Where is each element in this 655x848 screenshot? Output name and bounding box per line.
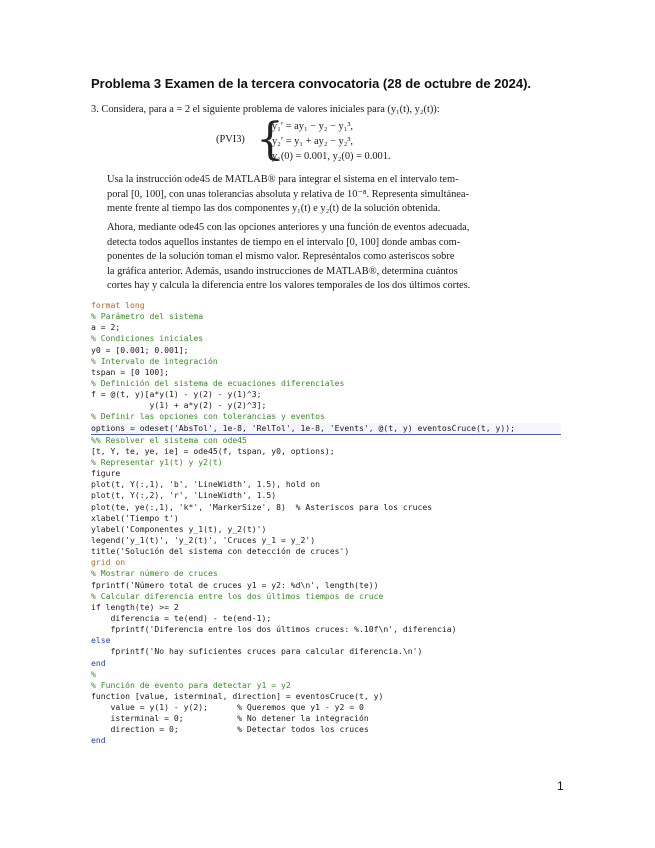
paragraph-line: la gráfica anterior. Además, usando instrucciones de MATLAB®, determina cuántos xyxy=(107,265,458,277)
code-line: plot(t, Y(:,1), 'b', 'LineWidth', 1.5), hold on xyxy=(91,479,321,490)
paragraph-line: detecta todos aquellos instantes de tiempo en el intervalo [0, 100] donde ambas com- xyxy=(107,236,461,248)
problem-statement xyxy=(91,103,523,117)
code-line: % Intervalo de integración xyxy=(91,355,218,366)
paragraph-events xyxy=(107,221,527,294)
equation-1: y₁′ = ay₁ − y₂ − y₁³, xyxy=(272,121,354,132)
paragraph-line: Usa la instrucción ode45 de MATLAB® para integrar el sistema en el intervalo tem- xyxy=(107,174,459,185)
initial-conditions: y₁(0) = 0.001, y₂(0) = 0.001. xyxy=(272,151,391,162)
problem-intro: 3. Considera, para a = 2 el siguiente problema de valores iniciales para (y₁(t), y₂(t)): xyxy=(91,104,440,115)
paragraph-line: poral [0, 100], con unas tolerancias absoluta y relativa de 10⁻⁸. Representa simultánea- xyxy=(107,188,469,200)
code-line: end xyxy=(91,657,106,668)
code-line: fprintf('No hay suficientes cruces para calcular diferencia.\n') xyxy=(91,646,423,657)
code-line: y(1) + a*y(2) - y(2)^3]; xyxy=(91,400,267,411)
code-line: % Definir las opciones con tolerancias y eventos xyxy=(91,411,325,422)
code-line: end xyxy=(91,735,106,746)
paragraph-line: Ahora, mediante ode45 con las opciones anteriores y una función de eventos adecuada, xyxy=(107,222,470,233)
code-line: % Mostrar número de cruces xyxy=(91,568,218,579)
paragraph-line: ponentes de la solución toman el mismo valor. Represéntalos como asteriscos sobre xyxy=(107,251,455,262)
code-line: %% Resolver el sistema con ode45 xyxy=(91,434,247,445)
code-line: direction = 0; % Detectar todos los cruces xyxy=(91,724,369,735)
matlab-code-block xyxy=(91,300,561,747)
paragraph-ode45 xyxy=(107,173,527,217)
system-label: (PVI3) xyxy=(216,134,245,145)
code-line: y0 = [0.001; 0.001]; xyxy=(91,344,189,355)
code-line: tspan = [0 100]; xyxy=(91,366,169,377)
code-line: % xyxy=(91,668,96,679)
code-line: % Representar y1(t) y y2(t) xyxy=(91,456,223,467)
equation-2: y₂′ = y₁ + ay₂ − y₂³, xyxy=(272,136,354,147)
code-line: a = 2; xyxy=(91,322,121,333)
code-line: f = @(t, y)[a*y(1) - y(2) - y(1)^3; xyxy=(91,389,262,400)
code-line: % Definición del sistema de ecuaciones diferenciales xyxy=(91,377,345,388)
code-line: plot(te, ye(:,1), 'k*', 'MarkerSize', 8) % Asteriscos para los cruces xyxy=(91,501,433,512)
problem-heading: Problema 3 Examen de la tercera convocatoria (28 de octubre de 2024). xyxy=(91,76,532,91)
code-line: % Condiciones iniciales xyxy=(91,333,204,344)
code-line: diferencia = te(end) - te(end-1); xyxy=(91,612,272,623)
code-line: fprintf('Diferencia entre los dos últimos cruces: %.10f\n', diferencia) xyxy=(91,624,457,635)
page-number: 1 xyxy=(557,779,564,793)
paragraph-line: mente frente al tiempo las dos componentes y₁(t) e y₂(t) de la solución obtenida. xyxy=(107,203,441,214)
code-line: % Parámetro del sistema xyxy=(91,311,204,322)
system-brace: { xyxy=(256,114,284,165)
code-line: ylabel('Componentes y_1(t), y_2(t)') xyxy=(91,523,267,534)
code-line: options = odeset('AbsTol', 1e-8, 'RelTol', 1e-8, 'Events', @(t, y) eventosCruce(t, y)); xyxy=(91,423,561,435)
code-line: % Función de evento para detectar y1 = y2 xyxy=(91,679,291,690)
code-line: isterminal = 0; % No detener la integración xyxy=(91,713,369,724)
code-line: plot(t, Y(:,2), 'r', 'LineWidth', 1.5) xyxy=(91,490,277,501)
code-line: fprintf('Número total de cruces y1 = y2: %d\n', length(te)) xyxy=(91,579,379,590)
code-line: legend('y_1(t)', 'y_2(t)', 'Cruces y_1 = y_2') xyxy=(91,534,316,545)
code-line: function [value, isterminal, direction] = eventosCruce(t, y) xyxy=(91,690,384,701)
paragraph-line: cortes hay y calcula la diferencia entre los valores temporales de los dos últimos cortes. xyxy=(107,280,471,291)
code-line: [t, Y, te, ye, ie] = ode45(f, tspan, y0, options); xyxy=(91,445,335,456)
code-line: grid on xyxy=(91,557,126,568)
system-equations xyxy=(272,119,391,164)
code-line: xlabel('Tiempo t') xyxy=(91,512,179,523)
code-line: else xyxy=(91,635,111,646)
code-line: figure xyxy=(91,468,121,479)
code-line: title('Solución del sistema con detección de cruces') xyxy=(91,546,350,557)
code-line: value = y(1) - y(2); % Queremos que y1 - y2 = 0 xyxy=(91,702,364,713)
code-line: if length(te) >= 2 xyxy=(91,601,179,612)
code-line: % Calcular diferencia entre los dos últimos tiempos de cruce xyxy=(91,590,384,601)
code-line: format long xyxy=(91,300,145,310)
